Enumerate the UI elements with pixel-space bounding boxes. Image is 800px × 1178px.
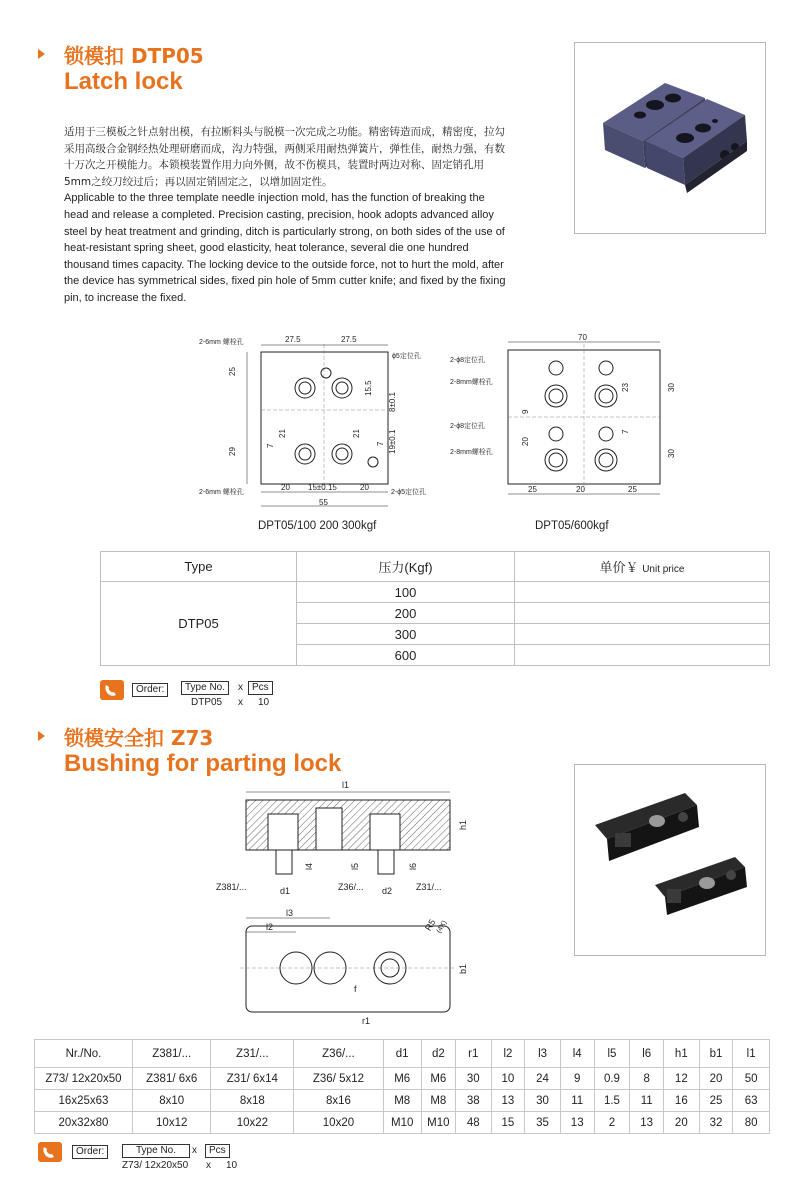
table-cell: 2 bbox=[594, 1112, 630, 1134]
label-b1: b1 bbox=[458, 963, 468, 974]
table-cell: Z381/ 6x6 bbox=[132, 1068, 211, 1090]
dtp05-price-table bbox=[100, 551, 770, 666]
label-bolt2: 2-8mm螺栓孔 bbox=[450, 449, 493, 456]
order-example-x: x bbox=[238, 697, 243, 708]
header-7: l2 bbox=[491, 1040, 525, 1068]
description-en: Applicable to the three template needle injection mold, has the function of breaking the head and release a completed. Precision casting, precision, hook adopts advanced alloy steel by heat treatment and grinding, ditch is particularly strong, on both sides of the use of heat-resistant spring sheet, good elasticity, heat tolerance, several die one hundred thousand times capacity. The locking device to the outside force, not to hurt the mold, after the device has symmetrical sides, fixed pin hole of 5mm cutter knife; and fixed by the fixing pin, to increase the fixed. bbox=[64, 192, 506, 304]
dim-20-a: 20 bbox=[281, 483, 290, 492]
table-cell: 12 bbox=[664, 1068, 700, 1090]
table-cell: 50 bbox=[733, 1068, 770, 1090]
label-r1: r1 bbox=[362, 1016, 371, 1026]
label-l4: l4 bbox=[304, 862, 314, 870]
table-cell: 32 bbox=[699, 1112, 733, 1134]
label-bolt1: 2-8mm螺栓孔 bbox=[450, 379, 493, 386]
label-l1: l1 bbox=[342, 780, 350, 790]
order-example-type: DTP05 bbox=[191, 697, 223, 708]
section2-title-en: Bushing for parting lock bbox=[64, 750, 342, 777]
header-4: d1 bbox=[383, 1040, 421, 1068]
label-l6: l6 bbox=[408, 862, 418, 870]
table-cell: 10x12 bbox=[132, 1112, 211, 1134]
dim-7: 7 bbox=[266, 443, 275, 448]
dim-23: 23 bbox=[621, 383, 630, 392]
cell-type: DTP05 bbox=[101, 582, 297, 666]
phone-hand-icon bbox=[100, 680, 124, 700]
cell-force-4: 600 bbox=[297, 645, 515, 666]
label-r5: R5 bbox=[423, 917, 438, 933]
order-pcs: Pcs bbox=[205, 1144, 230, 1158]
table-cell: 38 bbox=[455, 1090, 491, 1112]
dim-7-b: 7 bbox=[376, 441, 385, 446]
table-cell: Z36/ 5x12 bbox=[294, 1068, 383, 1090]
header-force: 压力(Kgf) bbox=[297, 552, 515, 582]
dim-15-5: 15.5 bbox=[364, 380, 373, 396]
cell-price-2 bbox=[515, 603, 770, 624]
dim-70: 70 bbox=[578, 333, 587, 342]
label-l2: l2 bbox=[266, 922, 274, 932]
dim-21-a: 21 bbox=[278, 429, 287, 438]
label-f: f bbox=[354, 984, 357, 994]
dim-25: 25 bbox=[228, 367, 237, 376]
dim-29: 29 bbox=[228, 447, 237, 456]
label-pin2: 2-ϕ8定位孔 bbox=[450, 423, 486, 430]
label-l3: l3 bbox=[286, 908, 294, 918]
table-cell: 16x25x63 bbox=[35, 1090, 133, 1112]
table-cell: 15 bbox=[491, 1112, 525, 1134]
table-cell: 20 bbox=[664, 1112, 700, 1134]
label-pin1: 2-ϕ8定位孔 bbox=[450, 357, 486, 364]
z73-spec-table bbox=[34, 1039, 770, 1134]
dim-19: 19±0.1 bbox=[388, 429, 397, 454]
table-cell: M8 bbox=[383, 1090, 421, 1112]
order-example-qty: 10 bbox=[226, 1160, 238, 1171]
section2-title-cn: 锁模安全扣 Z73 bbox=[64, 726, 214, 750]
table-cell: 13 bbox=[630, 1112, 664, 1134]
table-cell: 13 bbox=[560, 1112, 594, 1134]
cell-force-3: 300 bbox=[297, 624, 515, 645]
table-cell: M10 bbox=[421, 1112, 455, 1134]
table-cell: 13 bbox=[491, 1090, 525, 1112]
order-label: Order: bbox=[72, 1145, 108, 1159]
caption-drawing2: DPT05/600kgf bbox=[535, 520, 609, 532]
order-example-x: x bbox=[206, 1160, 211, 1171]
dim-7: 7 bbox=[621, 429, 630, 434]
header-11: l6 bbox=[630, 1040, 664, 1068]
label-pin-bottom: 2-ϕ5定位孔 bbox=[391, 489, 427, 496]
cell-force-2: 200 bbox=[297, 603, 515, 624]
label-bolt-top: 2-6mm 螺栓孔 bbox=[199, 339, 244, 346]
table-cell: 20 bbox=[699, 1068, 733, 1090]
bushing-photo bbox=[574, 764, 766, 956]
label-bolt-bottom: 2-6mm 螺栓孔 bbox=[199, 489, 244, 496]
header-13: b1 bbox=[699, 1040, 733, 1068]
order-label: Order: bbox=[132, 683, 168, 697]
header-price: 单价￥ Unit price bbox=[515, 552, 770, 582]
dim-55: 55 bbox=[319, 498, 328, 507]
header-3: Z36/... bbox=[294, 1040, 383, 1068]
dim-8: 8±0.1 bbox=[388, 392, 397, 412]
table-cell: 25 bbox=[699, 1090, 733, 1112]
table-cell: 1.5 bbox=[594, 1090, 630, 1112]
table-cell: 8x16 bbox=[294, 1090, 383, 1112]
label-d2: d2 bbox=[382, 886, 393, 896]
order-typeno: Type No. bbox=[122, 1144, 190, 1158]
drawing-z73 bbox=[200, 778, 480, 1038]
order-pcs: Pcs bbox=[248, 681, 273, 695]
drawing-dtp05-600 bbox=[448, 330, 698, 515]
label-l5: l5 bbox=[350, 862, 360, 870]
cell-price-4 bbox=[515, 645, 770, 666]
cell-price-3 bbox=[515, 624, 770, 645]
table-cell: 48 bbox=[455, 1112, 491, 1134]
description-cn: 适用于三模板之针点射出模，有拉断料头与脱模一次完成之功能。精密铸造而成，精密度，拉勾采用高级合金钢经热处理研磨而成，沟力特强，两侧采用耐热弹簧片，弹性佳，耐热力强，有数十万次之开模能力。本锁模装置作用力向外侧，故不伤模具，装置时两边对称、固定销孔用5mm之绞刀绞过后；再以固定销固定之，以增加固定性。 bbox=[64, 126, 505, 188]
order-example-type: Z73/ 12x20x50 bbox=[122, 1160, 189, 1171]
order-x: x bbox=[238, 682, 243, 693]
label-pin-top: ϕ5定位孔 bbox=[392, 353, 421, 360]
header-12: h1 bbox=[664, 1040, 700, 1068]
section1-title-en: Latch lock bbox=[64, 68, 183, 95]
phone-hand-icon bbox=[38, 1142, 62, 1162]
table-cell: 35 bbox=[525, 1112, 561, 1134]
table-cell: 20x32x80 bbox=[35, 1112, 133, 1134]
table-cell: 10x20 bbox=[294, 1112, 383, 1134]
table-cell: 30 bbox=[525, 1090, 561, 1112]
section1-description bbox=[64, 124, 510, 307]
header-6: r1 bbox=[455, 1040, 491, 1068]
header-0: Nr./No. bbox=[35, 1040, 133, 1068]
dim-27-5-a: 27.5 bbox=[285, 335, 301, 344]
label-z36: Z36/... bbox=[338, 882, 364, 892]
order-x: x bbox=[192, 1145, 197, 1156]
dim-9: 9 bbox=[521, 409, 530, 414]
dim-20-b: 20 bbox=[360, 483, 369, 492]
dim-30-a: 30 bbox=[667, 383, 676, 392]
order-typeno: Type No. bbox=[181, 681, 229, 695]
dim-27-5-b: 27.5 bbox=[341, 335, 357, 344]
header-type: Type bbox=[101, 552, 297, 582]
header-5: d2 bbox=[421, 1040, 455, 1068]
table-cell: 11 bbox=[630, 1090, 664, 1112]
table-cell: 9 bbox=[560, 1068, 594, 1090]
drawing-dtp05-standard bbox=[195, 330, 440, 515]
cell-price-1 bbox=[515, 582, 770, 603]
table-cell: Z73/ 12x20x50 bbox=[35, 1068, 133, 1090]
header-1: Z381/... bbox=[132, 1040, 211, 1068]
order-example-qty: 10 bbox=[258, 697, 270, 708]
table-cell: M8 bbox=[421, 1090, 455, 1112]
table-cell: 10 bbox=[491, 1068, 525, 1090]
header-9: l4 bbox=[560, 1040, 594, 1068]
table-cell: Z31/ 6x14 bbox=[211, 1068, 294, 1090]
dim-20: 20 bbox=[521, 437, 530, 446]
header-14: l1 bbox=[733, 1040, 770, 1068]
table-cell: M6 bbox=[383, 1068, 421, 1090]
header-8: l3 bbox=[525, 1040, 561, 1068]
table-cell: 63 bbox=[733, 1090, 770, 1112]
table-cell: 80 bbox=[733, 1112, 770, 1134]
table-cell: 0.9 bbox=[594, 1068, 630, 1090]
label-r5-4x: (4X) bbox=[435, 919, 449, 935]
triangle-arrow-icon bbox=[38, 731, 45, 741]
latch-lock-photo bbox=[574, 42, 766, 234]
table-cell: 11 bbox=[560, 1090, 594, 1112]
table-cell: 8x10 bbox=[132, 1090, 211, 1112]
table-cell: 8x18 bbox=[211, 1090, 294, 1112]
dim-15: 15±0.15 bbox=[308, 483, 337, 492]
label-z31: Z31/... bbox=[416, 882, 442, 892]
caption-drawing1: DPT05/100 200 300kgf bbox=[258, 520, 377, 532]
header-2: Z31/... bbox=[211, 1040, 294, 1068]
label-z381: Z381/... bbox=[216, 882, 247, 892]
header-10: l5 bbox=[594, 1040, 630, 1068]
dim-25-a: 25 bbox=[528, 485, 537, 494]
triangle-arrow-icon bbox=[38, 49, 45, 59]
table-cell: 8 bbox=[630, 1068, 664, 1090]
dim-30-b: 30 bbox=[667, 449, 676, 458]
section1-title-cn: 锁模扣 DTP05 bbox=[64, 44, 204, 68]
table-cell: 30 bbox=[455, 1068, 491, 1090]
label-d1: d1 bbox=[280, 886, 291, 896]
table-cell: 10x22 bbox=[211, 1112, 294, 1134]
dim-21-b: 21 bbox=[352, 429, 361, 438]
cell-force-1: 100 bbox=[297, 582, 515, 603]
label-h1: h1 bbox=[458, 819, 468, 830]
table-cell: 24 bbox=[525, 1068, 561, 1090]
dim-20-b: 20 bbox=[576, 485, 585, 494]
dim-25-b: 25 bbox=[628, 485, 637, 494]
table-cell: M10 bbox=[383, 1112, 421, 1134]
table-cell: M6 bbox=[421, 1068, 455, 1090]
table-cell: 16 bbox=[664, 1090, 700, 1112]
